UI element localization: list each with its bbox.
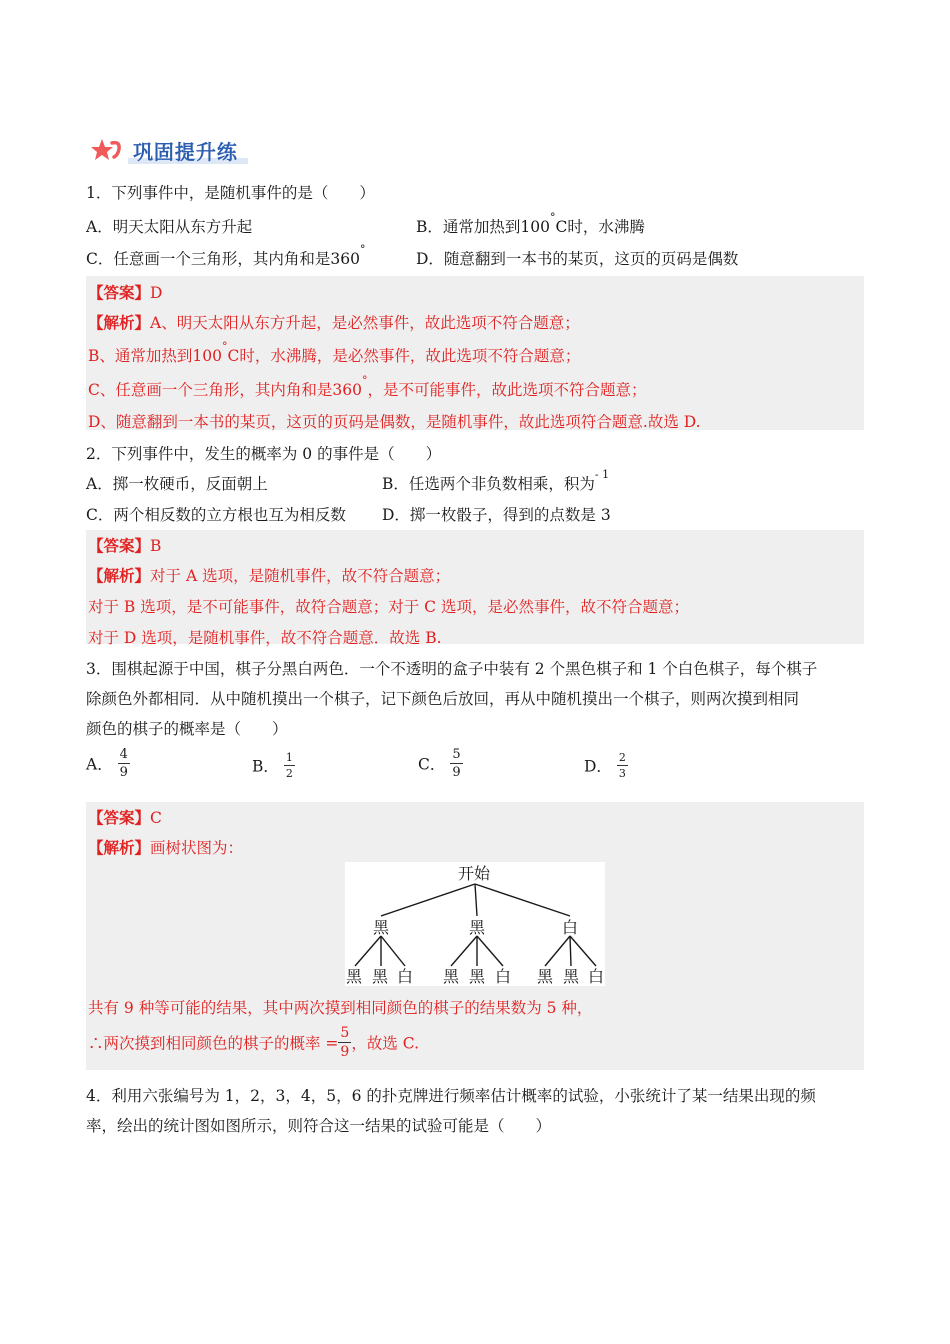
q1-analysis-line4: D、随意翻到一本书的某页，这页的页码是偶数，是随机事件，故此选项符合题意.故选 D.	[88, 413, 701, 431]
q3-analysis-line1: 共有 9 种等可能的结果，其中两次摸到相同颜色的棋子的结果数为 5 种，	[88, 999, 593, 1017]
tree-level1-node: 白	[562, 918, 579, 937]
section-heading	[90, 136, 238, 165]
q1-stem: 1．下列事件中，是随机事件的是（ ）	[86, 184, 375, 202]
tree-leaf: 白	[588, 967, 605, 986]
tree-leaf: 黑	[469, 967, 486, 986]
q3-analysis-intro: 【解析】画树状图为：	[88, 838, 244, 857]
q3-analysis-line2: ∴两次摸到相同颜色的棋子的概率 = $\frac{5}{9}$ ，故选 C.	[88, 1025, 420, 1060]
tree-leaf: 黑	[537, 967, 554, 986]
q2-analysis-line3: 对于 D 选项，是随机事件，故不符合题意．故选 B.	[88, 629, 442, 647]
q1-option-c: C．任意画一个三角形，其内角和是360°	[86, 243, 366, 268]
q3-answer: 【答案】C	[88, 808, 162, 827]
q3-option-c: C． $\frac{5}{9}$	[418, 747, 461, 780]
q2-stem: 2．下列事件中，发生的概率为 0 的事件是（ ）	[86, 445, 442, 463]
section-title: 巩固提升练	[132, 140, 238, 164]
tree-leaf: 黑	[443, 967, 460, 986]
q4-stem-line2: 率，绘出的统计图如图所示，则符合这一结果的试验可能是（ ）	[86, 1117, 552, 1135]
tree-root: 开始	[458, 864, 491, 883]
q1-option-b: B．通常加热到100°C时，水沸腾	[416, 211, 645, 236]
q2-answer: 【答案】B	[88, 536, 162, 555]
q3-option-b: B． $\frac{1}{2}$	[252, 751, 293, 780]
q1-analysis-line1: 【解析】A、明天太阳从东方升起，是必然事件，故此选项不符合题意；	[88, 313, 580, 332]
tree-leaf: 黑	[372, 967, 389, 986]
q3-stem-line3: 颜色的棋子的概率是（ ）	[86, 720, 288, 738]
tree-level1-node: 黑	[469, 918, 486, 937]
q3-stem-line1: 3．围棋起源于中国，棋子分黑白两色．一个不透明的盒子中装有 2 个黑色棋子和 1 个白色棋子，每个棋子	[86, 660, 818, 678]
star-icon	[90, 137, 124, 165]
q3-option-d: D． $\frac{2}{3}$	[584, 751, 626, 780]
q2-option-d: D．掷一枚骰子，得到的点数是 3	[382, 506, 611, 524]
q2-option-a: A．掷一枚硬币，反面朝上	[86, 475, 268, 493]
q2-option-c: C．两个相反数的立方根也互为相反数	[86, 506, 346, 524]
q2-analysis-line2: 对于 B 选项，是不可能事件，故符合题意；对于 C 选项，是必然事件，故不符合题意；	[88, 598, 689, 616]
tree-leaf: 黑	[563, 967, 580, 986]
q3-option-a: A． $\frac{4}{9}$	[86, 747, 128, 780]
q1-analysis-line2: B、通常加热到100°C时，水沸腾，是必然事件，故此选项不符合题意；	[88, 340, 581, 365]
tree-diagram	[345, 862, 605, 986]
q2-option-b: B．任选两个非负数相乘，积为$^{- 1}$	[382, 468, 610, 493]
q2-analysis-line1: 【解析】对于 A 选项，是随机事件，故不符合题意；	[88, 566, 451, 585]
tree-leaf: 白	[397, 967, 414, 986]
q3-stem-line2: 除颜色外都相同．从中随机摸出一个棋子，记下颜色后放回，再从中随机摸出一个棋子，则两次摸到相同	[86, 690, 800, 708]
tree-leaf: 黑	[346, 967, 363, 986]
q1-answer: 【答案】D	[88, 283, 163, 302]
tree-leaf: 白	[495, 967, 512, 986]
q4-stem-line1: 4．利用六张编号为 1，2，3，4，5，6 的扑克牌进行频率估计概率的试验，小张统计了某一结果出现的频	[86, 1087, 816, 1105]
q1-option-a: A．明天太阳从东方升起	[86, 218, 253, 236]
tree-level1-node: 黑	[373, 918, 390, 937]
q1-option-d: D．随意翻到一本书的某页，这页的页码是偶数	[416, 250, 739, 268]
q1-analysis-line3: C、任意画一个三角形，其内角和是360°，是不可能事件，故此选项不符合题意；	[88, 374, 647, 399]
